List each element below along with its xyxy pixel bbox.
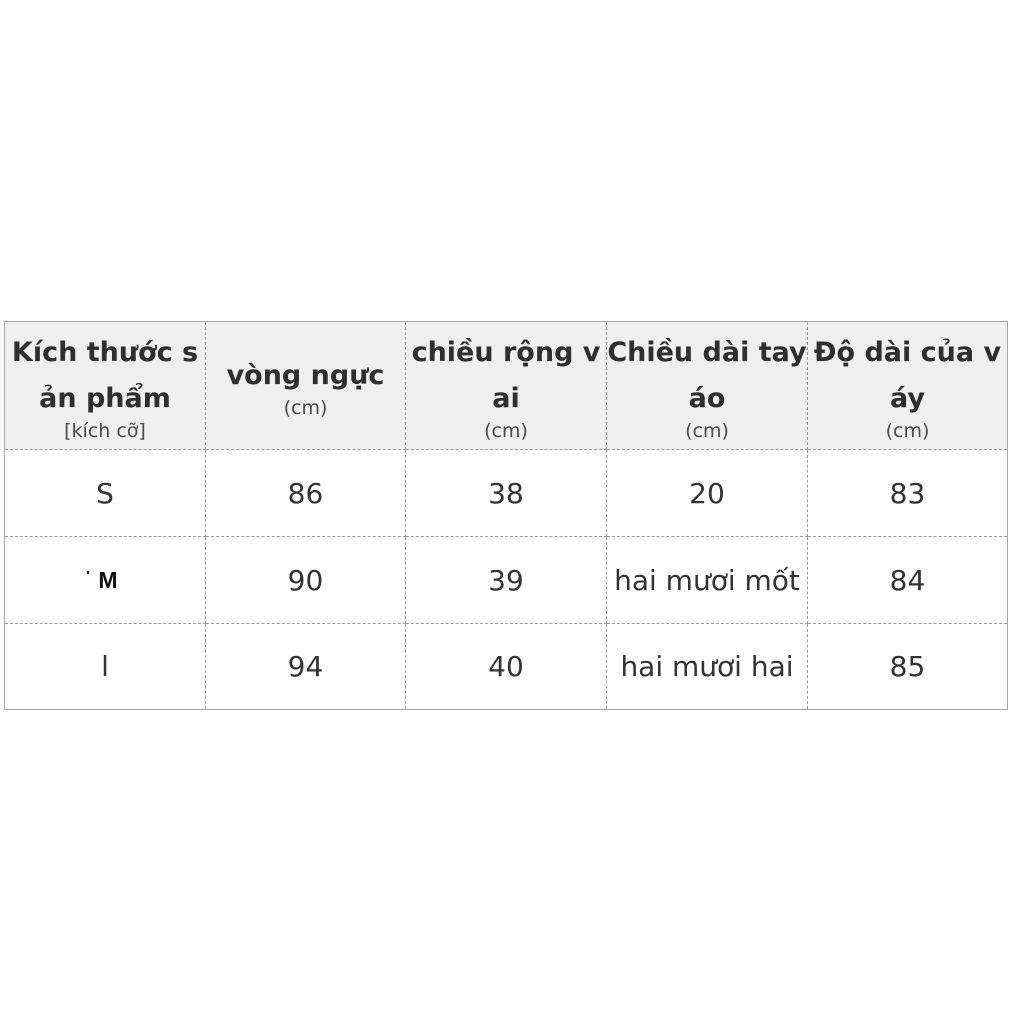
table-cell-shoulder xyxy=(406,450,607,537)
header-unit-shoulder: (cm) xyxy=(484,419,528,442)
table-cell-chest xyxy=(206,537,406,624)
header-unit-size: [kích cỡ] xyxy=(64,419,146,442)
table-cell-sleeve xyxy=(607,624,808,709)
sleeve-value: hai mươi hai xyxy=(620,650,794,683)
table-cell-sleeve xyxy=(607,537,808,624)
header-title-shoulder: chiều rộng v ai xyxy=(411,336,601,414)
dress-length-value: 84 xyxy=(889,563,926,597)
header-unit-chest: (cm) xyxy=(283,396,328,419)
chest-value: 90 xyxy=(287,563,324,597)
table-cell-chest xyxy=(206,624,406,709)
size-label xyxy=(92,567,117,594)
size-label: l xyxy=(101,650,109,683)
size-label-text: M xyxy=(98,566,118,593)
header-title-size: Kích thước s ản phẩm xyxy=(11,336,199,414)
header-unit-dress-length: (cm) xyxy=(885,419,930,442)
header-cell-shoulder xyxy=(406,322,607,450)
table-cell-shoulder xyxy=(406,624,607,709)
dress-length-value: 83 xyxy=(889,476,926,510)
table-cell-shoulder xyxy=(406,537,607,624)
chest-value: 94 xyxy=(287,650,324,683)
size-label: S xyxy=(96,476,114,510)
header-title-chest: vòng ngực xyxy=(226,359,385,391)
shoulder-value: 38 xyxy=(488,476,524,510)
table-cell-sleeve xyxy=(607,450,808,537)
table-cell-dress-length xyxy=(808,624,1007,709)
shoulder-value: 39 xyxy=(488,563,524,597)
table-cell-dress-length xyxy=(808,450,1007,537)
table-cell-size xyxy=(5,537,206,624)
header-cell-size xyxy=(5,322,206,450)
stray-mark xyxy=(87,571,89,574)
size-chart-table xyxy=(4,321,1008,710)
shoulder-value: 40 xyxy=(488,650,524,683)
header-cell-chest xyxy=(206,322,406,450)
header-cell-sleeve xyxy=(607,322,808,450)
dress-length-value: 85 xyxy=(889,650,926,683)
table-cell-size xyxy=(5,624,206,709)
table-cell-dress-length xyxy=(808,537,1007,624)
chest-value: 86 xyxy=(287,476,324,510)
sleeve-value: 20 xyxy=(689,476,725,510)
header-cell-dress-length xyxy=(808,322,1007,450)
sleeve-value: hai mươi mốt xyxy=(614,563,800,597)
header-unit-sleeve: (cm) xyxy=(685,419,729,442)
table-cell-chest xyxy=(206,450,406,537)
header-title-dress-length: Độ dài của v áy xyxy=(813,336,1002,414)
table-cell-size xyxy=(5,450,206,537)
header-title-sleeve: Chiều dài tay áo xyxy=(607,336,807,414)
